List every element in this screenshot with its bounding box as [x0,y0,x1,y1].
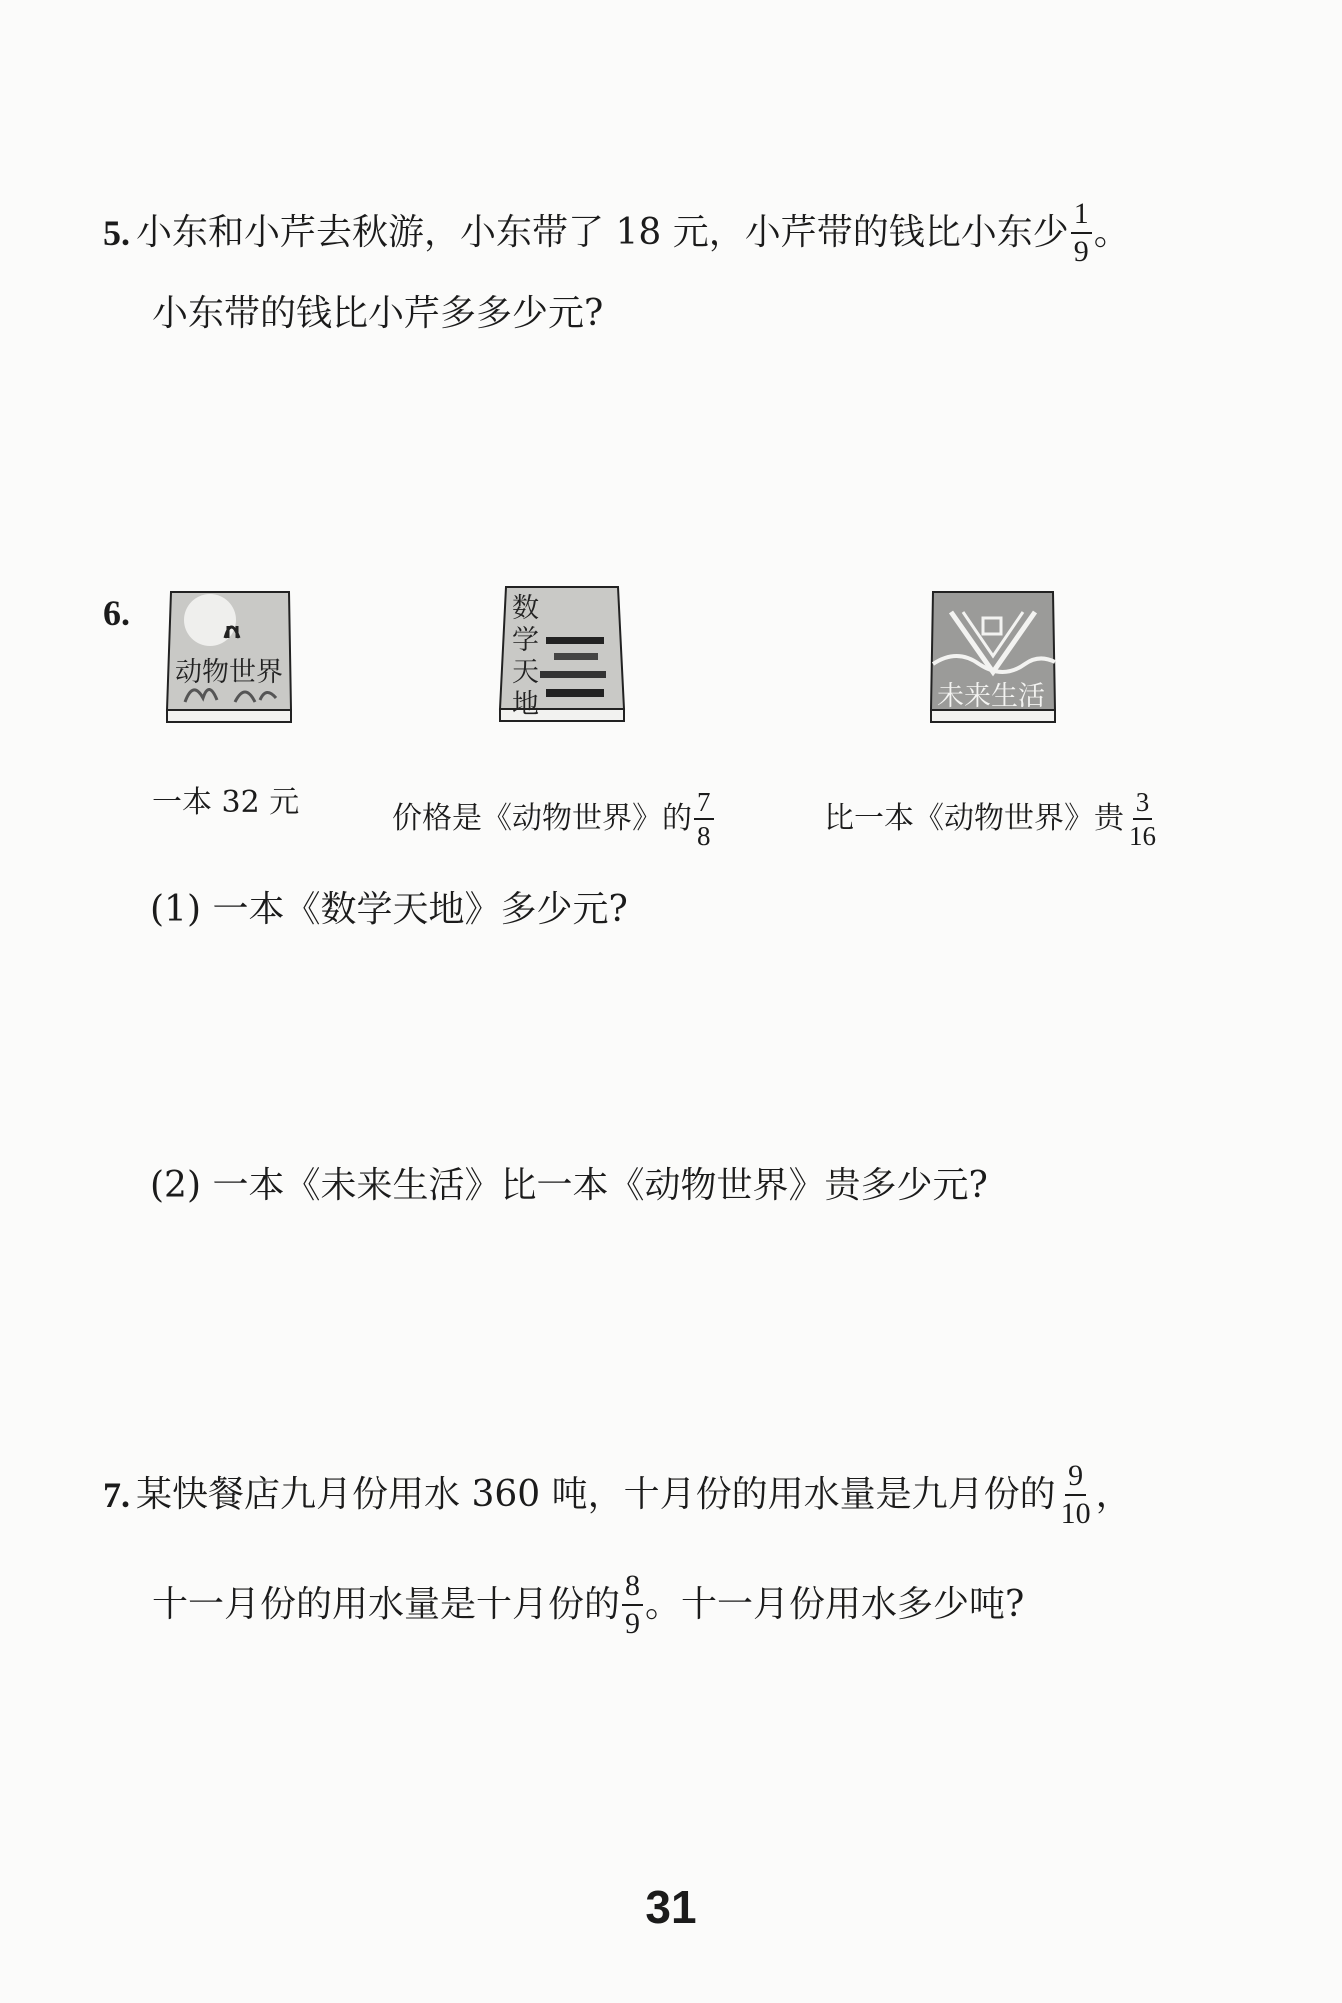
q7-fraction-2-numerator: 8 [622,1570,643,1606]
math-world-caption-text: 价格是《动物世界》的 [392,801,692,837]
animal-world-caption [152,785,300,820]
future-life-caption [824,788,1161,851]
q5-line1 [103,198,1130,267]
q6-sub1 [150,889,628,930]
future-life-fraction-numerator: 3 [1133,788,1153,820]
q7-line2-text: 十一月份的用水量是十月份的 [152,1583,621,1625]
math-world-fraction-denominator: 8 [697,821,711,852]
q7-line2-end: 。十一月份用水多少吨? [645,1583,1025,1625]
future-life-caption-text: 比一本《动物世界》贵 [824,801,1124,837]
q7-fraction-1-denominator: 10 [1060,1496,1091,1530]
q5-text: 小东和小芹去秋游，小东带了 18 元，小芹带的钱比小东少 [136,211,1069,253]
q5-fraction [1071,198,1092,267]
math-world-book-icon [498,585,628,725]
future-life-cover-title: 未来生活 [937,681,1045,712]
q7-fraction-1-numerator: 9 [1065,1460,1086,1496]
animal-world-cover-title: 动物世界 [175,657,283,688]
q5-number: 5. [103,212,130,253]
q7-fraction-1 [1058,1460,1094,1529]
q7-fraction-2 [622,1570,643,1639]
q7-line1 [103,1460,1132,1529]
future-life-book-icon [929,590,1059,725]
q7-line1-end: ， [1095,1473,1132,1515]
q6-sub1-text: (1) 一本《数学天地》多少元? [150,889,628,930]
q5-line2 [152,293,604,334]
future-life-fraction-denominator: 16 [1129,821,1156,852]
q7-number: 7. [103,1474,130,1515]
q5-fraction-numerator: 1 [1071,198,1092,234]
math-world-fraction-numerator: 7 [694,788,714,820]
q6-number: 6. [103,593,130,633]
q7-line2 [152,1570,1024,1639]
future-life-fraction [1126,788,1159,851]
q5-line1-end: 。 [1093,211,1130,253]
q5-question: 小东带的钱比小芹多多少元? [152,293,604,334]
math-world-fraction [694,788,714,851]
animal-world-book-icon [165,590,295,725]
page-number: 31 [645,1881,697,1933]
q7-text: 某快餐店九月份用水 360 吨，十月份的用水量是九月份的 [136,1473,1056,1515]
animal-world-price: 一本 32 元 [152,785,300,820]
math-world-caption [392,788,716,851]
q7-fraction-2-denominator: 9 [625,1606,641,1640]
q6-number-line [103,595,136,631]
q6-sub2 [150,1165,988,1206]
q5-fraction-denominator: 9 [1073,234,1089,268]
math-world-cover-title: 数学天地 [512,593,539,720]
q6-sub2-text: (2) 一本《未来生活》比一本《动物世界》贵多少元? [150,1165,988,1206]
